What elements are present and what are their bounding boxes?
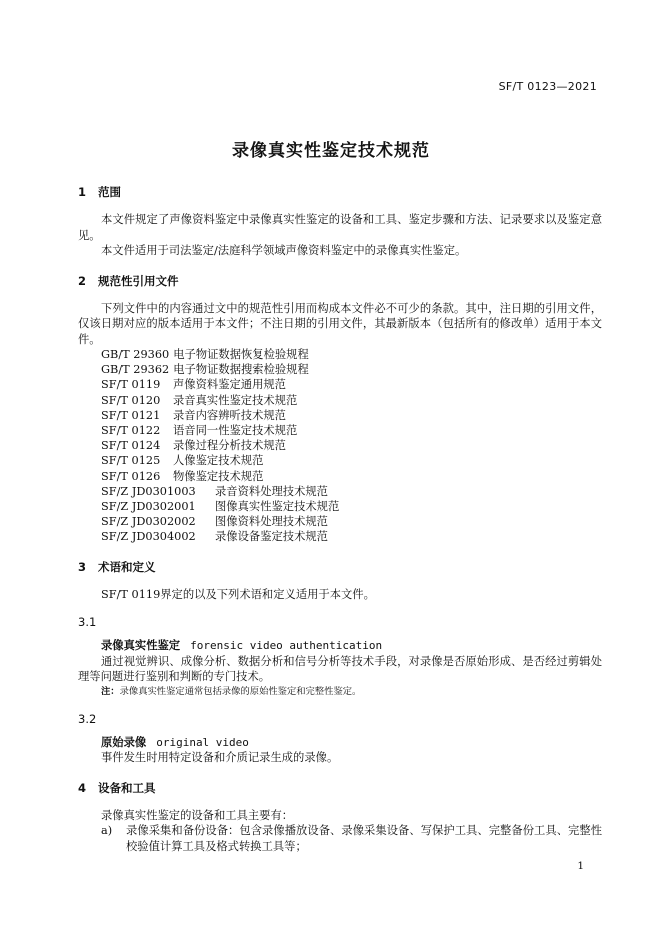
scope-paragraph: 本文件规定了声像资料鉴定中录像真实性鉴定的设备和工具、鉴定步骤和方法、记录要求以及鉴定意见。	[78, 213, 602, 242]
list-item-text: 录像采集和备份设备：包含录像播放设备、录像采集设备、写保护工具、完整备份工具、完整性校验值计算工具及格式转换工具等；	[126, 824, 602, 853]
page-number: 1	[577, 860, 584, 872]
reference-name: 语音同一性鉴定技术规范	[173, 424, 298, 438]
section-heading-equipment	[78, 780, 602, 796]
note-label: 注：	[101, 685, 120, 697]
reference-code: SF/T 0122	[101, 424, 161, 438]
term-number: 3.1	[78, 615, 97, 630]
term-number: 3.2	[78, 711, 97, 726]
reference-name: 图像资料处理技术规范	[215, 515, 328, 529]
reference-name: 电子物证数据恢复检验规程	[173, 348, 309, 361]
term-chinese: 原始录像	[101, 735, 147, 749]
term-english: forensic video authentication	[190, 639, 383, 653]
reference-name: 声像资料鉴定通用规范	[173, 378, 286, 392]
section-title: 规范性引用文件	[98, 273, 179, 288]
note-text: 录像真实性鉴定通常包括录像的原始性鉴定和完整性鉴定。	[119, 685, 362, 697]
reference-name: 录音真实性鉴定技术规范	[173, 393, 298, 407]
reference-item	[78, 423, 602, 438]
section-number: 1	[78, 185, 87, 199]
term-definition: 通过视觉辨识、成像分析、数据分析和信号分析等技术手段，对录像是否原始形成、是否经过剪辑处理等问题进行鉴别和判断的专门技术。	[78, 654, 602, 684]
section-title: 范围	[98, 185, 121, 199]
reference-item	[78, 362, 602, 377]
reference-name: 人像鉴定技术规范	[173, 454, 264, 468]
section-number: 4	[78, 780, 87, 795]
reference-item	[78, 499, 602, 514]
reference-item	[78, 514, 602, 529]
term-note	[78, 685, 602, 699]
reference-name: 录音内容辨听技术规范	[173, 408, 286, 422]
references-intro: 下列文件中的内容通过文中的规范性引用而构成本文件必不可少的条款。其中，注日期的引用文件，仅该日期对应的版本适用于本文件；不注日期的引用文件，其最新版本（包括所有的修改单）适用于本文件。	[78, 301, 602, 346]
section-title: 设备和工具	[98, 780, 156, 795]
document-body	[78, 184, 602, 854]
term-definition: 事件发生时用特定设备和介质记录生成的录像。	[101, 751, 339, 765]
reference-code: SF/Z JD0302001	[101, 500, 196, 514]
term-chinese: 录像真实性鉴定	[101, 639, 181, 653]
reference-item	[78, 453, 602, 468]
reference-item	[78, 377, 602, 392]
section-number: 2	[78, 273, 87, 288]
section-heading-normative-references	[78, 273, 602, 289]
reference-name: 录像过程分析技术规范	[173, 439, 286, 453]
reference-code: SF/T 0124	[101, 439, 161, 453]
equipment-list-item	[78, 823, 602, 854]
reference-name: 物像鉴定技术规范	[173, 469, 264, 483]
reference-name: 录音资料处理技术规范	[215, 484, 328, 498]
reference-item	[78, 484, 602, 499]
reference-code: SF/Z JD0301003	[101, 484, 196, 498]
reference-list	[78, 347, 602, 545]
reference-code: SF/T 0121	[101, 408, 161, 422]
reference-name: 电子物证数据搜索检验规程	[173, 363, 309, 377]
reference-item	[78, 529, 602, 544]
section-heading-terms	[78, 559, 602, 575]
list-marker: a)	[101, 824, 113, 838]
reference-name: 录像设备鉴定技术规范	[215, 530, 328, 544]
reference-item	[78, 347, 602, 362]
standard-number-header: SF/T 0123—2021	[498, 80, 597, 93]
reference-code: GB/T 29362	[101, 363, 170, 377]
section-heading-scope	[78, 184, 602, 200]
reference-code: SF/T 0120	[101, 393, 161, 407]
reference-item	[78, 393, 602, 408]
terms-intro: SF/T 0119界定的以及下列术语和定义适用于本文件。	[101, 587, 375, 601]
reference-code: SF/T 0119	[101, 378, 161, 392]
reference-code: GB/T 29360	[101, 348, 170, 361]
equipment-intro: 录像真实性鉴定的设备和工具主要有：	[101, 808, 294, 822]
term-entry	[78, 735, 602, 751]
reference-item	[78, 438, 602, 453]
reference-item	[78, 469, 602, 484]
reference-code: SF/T 0126	[101, 469, 161, 483]
reference-code: SF/Z JD0304002	[101, 530, 196, 544]
section-title: 术语和定义	[98, 559, 156, 574]
section-number: 3	[78, 559, 87, 574]
scope-paragraph: 本文件适用于司法鉴定/法庭科学领域声像资料鉴定中的录像真实性鉴定。	[101, 244, 467, 257]
reference-name: 图像真实性鉴定技术规范	[215, 500, 340, 514]
document-title: 录像真实性鉴定技术规范	[232, 141, 430, 161]
reference-code: SF/T 0125	[101, 454, 161, 468]
term-entry	[78, 638, 602, 654]
term-english: original video	[156, 735, 249, 749]
reference-code: SF/Z JD0302002	[101, 515, 196, 529]
reference-item	[78, 408, 602, 423]
